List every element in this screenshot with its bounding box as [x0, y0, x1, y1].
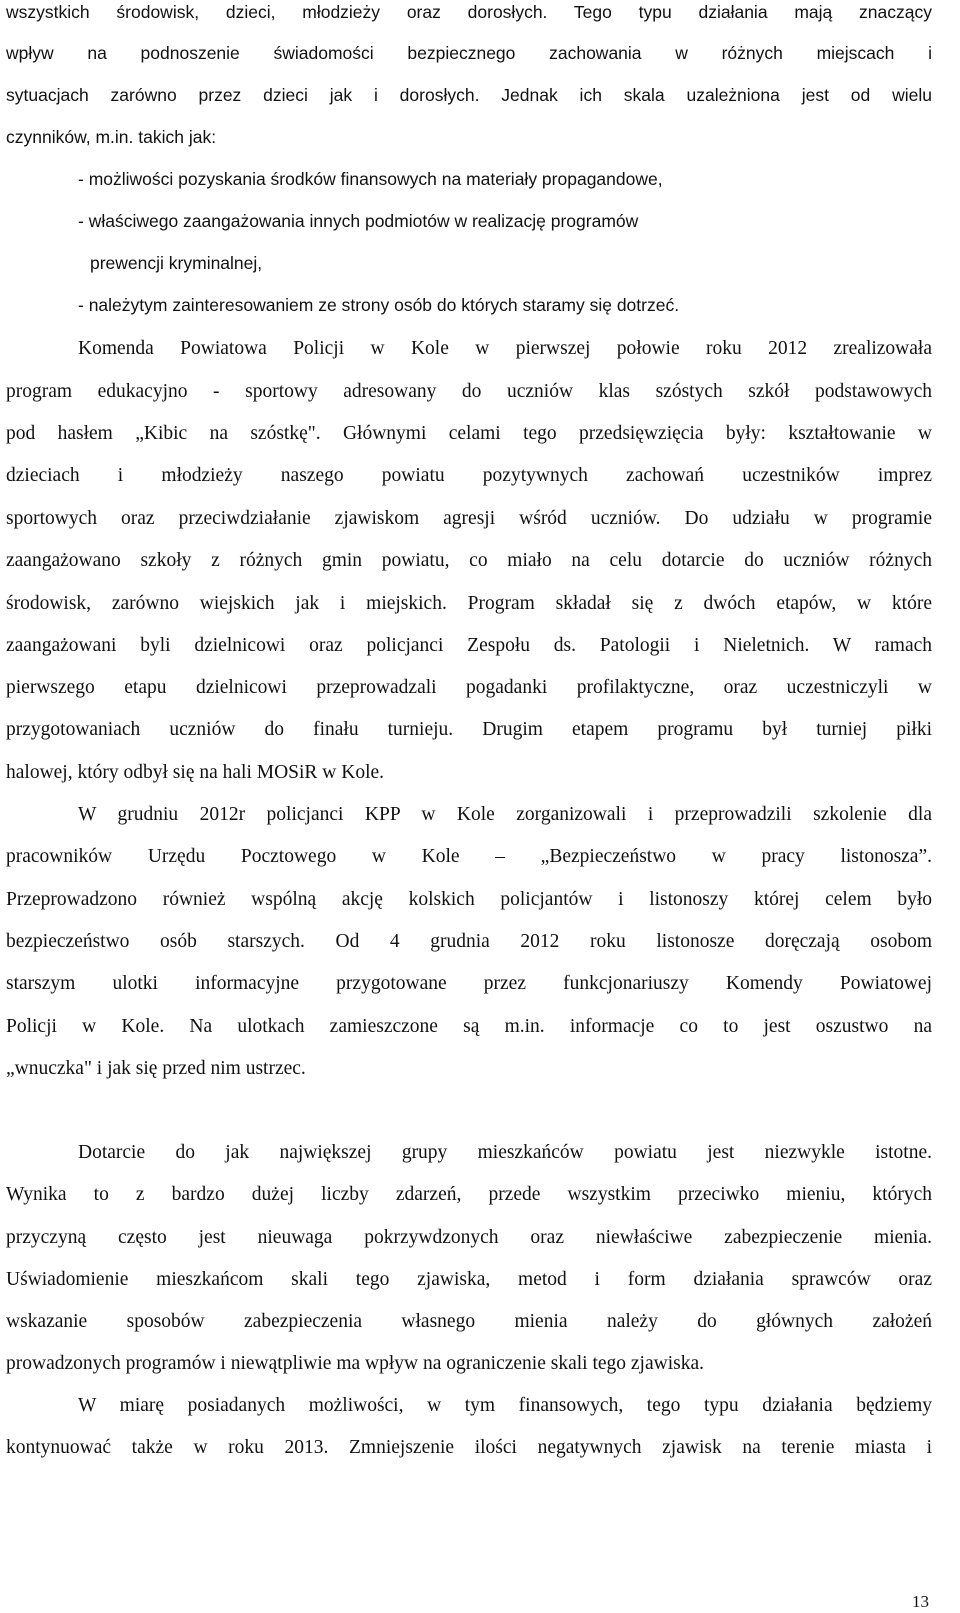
text-line: wpływ na podnoszenie świadomości bezpiecznego zachowania w różnych miejscach i — [6, 43, 932, 63]
list-item: - właściwego zaangażowania innych podmiotów w realizację programów — [78, 211, 639, 231]
text-line: wskazanie sposobów zabezpieczenia własnego mienia należy do głównych założeń — [6, 1311, 932, 1332]
text-line: Przeprowadzono również wspólną akcję kolskich policjantów i listonoszy której celem było — [6, 889, 932, 910]
text-line: Dotarcie do jak największej grupy mieszkańców powiatu jest niezwykle istotne. — [78, 1142, 932, 1163]
page-number: 13 — [912, 1592, 929, 1611]
text-line: prowadzonych programów i niewątpliwie ma wpływ na ograniczenie skali tego zjawiska. — [6, 1353, 704, 1374]
text-line: Uświadomienie mieszkańcom skali tego zjawiska, metod i form działania sprawców oraz — [6, 1269, 932, 1290]
text-line: czynników, m.in. takich jak: — [6, 127, 217, 147]
text-line: przygotowaniach uczniów do finału turnieju. Drugim etapem programu był turniej piłki — [6, 719, 932, 740]
text-line: starszym ulotki informacyjne przygotowane przez funkcjonariuszy Komendy Powiatowej — [6, 973, 932, 994]
text-line: kontynuować także w roku 2013. Zmniejszenie ilości negatywnych zjawisk na terenie miasta i — [6, 1437, 932, 1458]
text-line: pod hasłem „Kibic na szóstkę". Głównymi celami tego przedsięwzięcia były: kształtowanie w — [6, 423, 932, 444]
text-line: sytuacjach zarówno przez dzieci jak i dorosłych. Jednak ich skala uzależniona jest od wielu — [6, 85, 932, 105]
text-line: Wynika to z bardzo dużej liczby zdarzeń, przede wszystkim przeciwko mieniu, których — [6, 1184, 932, 1205]
text-line: przyczyną często jest nieuwaga pokrzywdzonych oraz niewłaściwe zabezpieczenie mienia. — [6, 1227, 932, 1248]
text-line: W miarę posiadanych możliwości, w tym finansowych, tego typu działania będziemy — [78, 1395, 932, 1416]
list-item: - należytym zainteresowaniem ze strony osób do których staramy się dotrzeć. — [78, 295, 680, 315]
text-line: środowisk, zarówno wiejskich jak i miejskich. Program składał się z dwóch etapów, w które — [6, 593, 932, 614]
text-line: Policji w Kole. Na ulotkach zamieszczone są m.in. informacje co to jest oszustwo na — [6, 1016, 932, 1037]
text-line: program edukacyjno - sportowy adresowany do uczniów klas szóstych szkół podstawowych — [6, 381, 932, 402]
text-line: bezpieczeństwo osób starszych. Od 4 grudnia 2012 roku listonosze doręczają osobom — [6, 931, 932, 952]
text-line: pracowników Urzędu Pocztowego w Kole – „Bezpieczeństwo w pracy listonosza”. — [6, 846, 932, 867]
text-line: wszystkich środowisk, dzieci, młodzieży oraz dorosłych. Tego typu działania mają znaczący — [6, 2, 932, 22]
text-line: pierwszego etapu dzielnicowi przeprowadzali pogadanki profilaktyczne, oraz uczestniczyli w — [6, 677, 932, 698]
text-line: W grudniu 2012r policjanci KPP w Kole zorganizowali i przeprowadzili szkolenie dla — [78, 804, 932, 825]
text-line: zaangażowano szkoły z różnych gmin powiatu, co miało na celu dotarcie do uczniów różnych — [6, 550, 932, 571]
text-line: sportowych oraz przeciwdziałanie zjawiskom agresji wśród uczniów. Do udziału w programie — [6, 508, 932, 529]
text-line: halowej, który odbył się na hali MOSiR w Kole. — [6, 762, 385, 783]
text-line: „wnuczka" i jak się przed nim ustrzec. — [6, 1058, 306, 1079]
text-line: dzieciach i młodzieży naszego powiatu pozytywnych zachowań uczestników imprez — [6, 465, 932, 486]
text-line: zaangażowani byli dzielnicowi oraz policjanci Zespołu ds. Patologii i Nieletnich. W ramach — [6, 635, 932, 656]
list-item-continuation: prewencji kryminalnej, — [90, 253, 263, 273]
text-line: Komenda Powiatowa Policji w Kole w pierwszej połowie roku 2012 zrealizowała — [78, 338, 932, 359]
list-item: - możliwości pozyskania środków finansowych na materiały propagandowe, — [78, 169, 663, 189]
